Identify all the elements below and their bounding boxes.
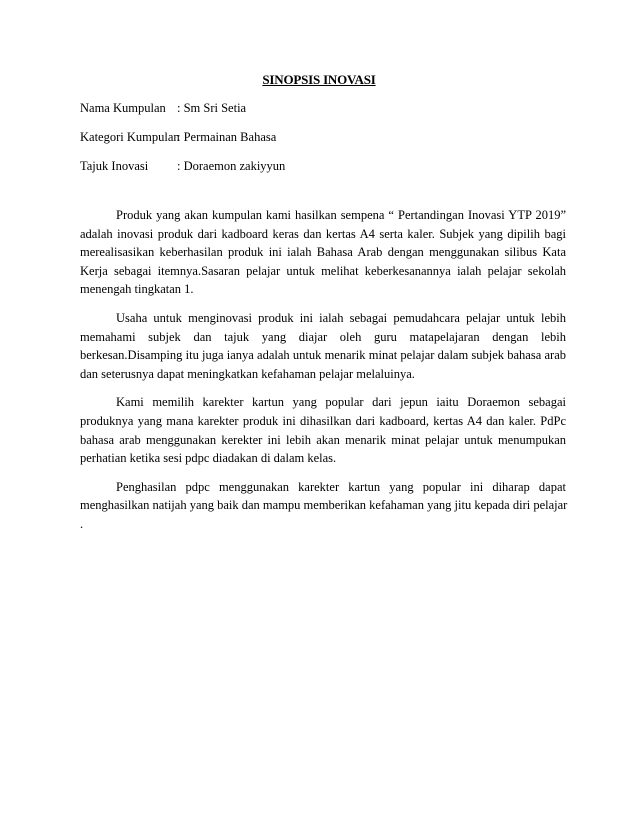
- text-line: menengah tingkatan 1.: [80, 282, 194, 297]
- paragraph-4: [80, 478, 566, 534]
- info-value: : Permainan Bahasa: [177, 130, 277, 144]
- text-line: Produk yang akan kumpulan kami hasilkan sempena “ Pertandingan Inovasi YTP 2019”: [116, 208, 566, 222]
- text-line: bahasa arab menggunakan kerekter ini lebih akan menarik minat pelajar untuk menumpukan: [80, 432, 566, 447]
- document-title: SINOPSIS INOVASI: [262, 72, 376, 87]
- text-line: Usaha untuk menginovasi produk ini ialah sebagai pemudahcara pelajar untuk lebih: [116, 310, 566, 325]
- text-line: Kami memilih karekter kartun yang popular dari jepun iaitu Doraemon sebagai: [116, 395, 566, 410]
- info-label: Nama Kumpulan: [80, 101, 166, 115]
- info-row-group-name: [80, 101, 246, 116]
- text-line: produknya yang mana karekter produk ini dihasilkan dari kadboard, kertas A4 dan kaler. PdPc: [80, 413, 566, 428]
- text-line: merealisasikan keberhasilan produk ini ialah Bahasa Arab dengan menggunakan silibus Kata: [80, 245, 566, 260]
- info-value: : Sm Sri Setia: [177, 101, 247, 115]
- document-body: [80, 206, 566, 544]
- info-row-group-category: [80, 130, 276, 145]
- text-line: perhatian ketika sesi pdpc diadakan di dalam kelas.: [80, 451, 337, 466]
- text-line: .: [80, 516, 84, 531]
- info-label: Kategori Kumpulan: [80, 130, 180, 144]
- info-row-innovation-title: [80, 159, 285, 174]
- text-line: memahami subjek dan tajuk yang diajar oleh guru matapelajaran dengan lebih: [80, 329, 566, 344]
- text-line: adalah inovasi produk dari kadboard keras dan kertas A4 serta kaler. Subjek yang dipilih bagi: [80, 226, 566, 241]
- text-line: menghasilkan natijah yang baik dan mampu memberikan kefahaman yang jitu kepada diri pelajar: [80, 498, 568, 513]
- paragraph-2: [80, 309, 566, 383]
- text-line: dan seterusnya dapat meningkatkan kefahaman pelajar melaluinya.: [80, 366, 415, 381]
- text-line: berkesan.Disamping itu juga ianya adalah untuk menarik minat pelajar dalam subjek bahasa arab: [80, 348, 566, 363]
- paragraph-1: [80, 206, 566, 299]
- paragraph-3: [80, 393, 566, 467]
- info-label: Tajuk Inovasi: [80, 159, 149, 173]
- info-value: : Doraemon zakiyyun: [177, 159, 286, 173]
- text-line: Kerja sebagai itemnya.Sasaran pelajar untuk melihat keberkesanannya ialah pelajar sekolah: [80, 263, 566, 278]
- text-line: Penghasilan pdpc menggunakan karekter kartun yang popular ini diharap dapat: [116, 479, 566, 494]
